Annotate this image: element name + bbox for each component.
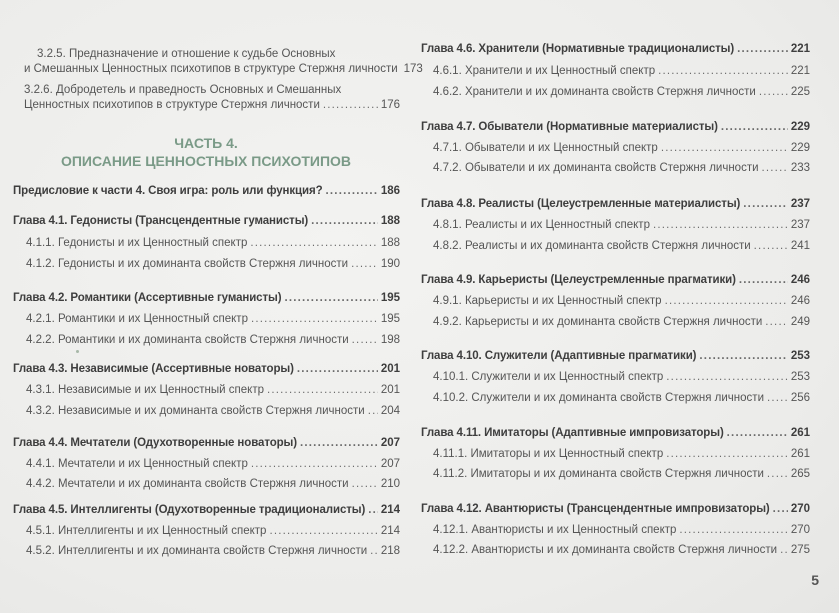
part-title: ОПИСАНИЕ ЦЕННОСТНЫХ ПСИХОТИПОВ <box>60 153 352 169</box>
page-ref: 221 <box>790 43 810 55</box>
toc-section-4-1-2[interactable]: 4.1.2. Гедонисты и их доминанта свойств Стержня личности . . . 190 <box>26 257 400 271</box>
page-ref: 256 <box>790 392 810 404</box>
page-ref: 201 <box>380 363 400 375</box>
page-ref: 176 <box>380 99 400 111</box>
leader-dots <box>250 236 377 250</box>
toc-section-4-9-1[interactable]: 4.9.1. Карьеристы и их Ценностный спектр . . . 246 <box>433 294 810 308</box>
toc-chapter-4-9[interactable]: Глава 4.9. Карьеристы (Целеустремленные прагматики) . . . 246 <box>421 273 810 287</box>
leader-dots <box>351 257 378 271</box>
toc-section-4-2-1[interactable]: 4.2.1. Романтики и их Ценностный спектр . . . 195 <box>26 312 400 326</box>
page-ref: 275 <box>790 544 810 556</box>
toc-section-4-6-1[interactable]: 4.6.1. Хранители и их Ценностный спектр . . . 221 <box>433 64 810 78</box>
leader-dots <box>679 523 787 537</box>
page-ref: 233 <box>790 162 810 174</box>
leader-dots <box>762 161 788 175</box>
toc-entry-3-2-5-line1[interactable]: 3.2.5. Предназначение и отношение к судьбе Основных <box>37 48 336 60</box>
leader-dots <box>323 98 378 112</box>
toc-section-4-1-1[interactable]: 4.1.1. Гедонисты и их Ценностный спектр . . . 188 <box>26 236 400 250</box>
page-ref: 195 <box>380 292 400 304</box>
toc-section-4-3-1[interactable]: 4.3.1. Независимые и их Ценностный спектр . . . 201 <box>26 383 400 397</box>
toc-section-4-5-2[interactable]: 4.5.2. Интеллигенты и их доминанта свойств Стержня личности . . . 218 <box>26 544 400 558</box>
leader-dots <box>721 120 788 134</box>
page-ref: 188 <box>380 237 400 249</box>
page-number: 5 <box>811 572 819 588</box>
page-ref: 186 <box>380 185 400 197</box>
toc-section-4-4-2[interactable]: 4.4.2. Мечтатели и их доминанта свойств Стержня личности . . . 210 <box>26 477 400 491</box>
toc-chapter-4-7[interactable]: Глава 4.7. Обыватели (Нормативные материалисты) . . . 229 <box>421 120 810 134</box>
leader-dots <box>368 404 378 418</box>
leader-dots <box>251 457 378 471</box>
leader-dots <box>666 447 788 461</box>
part-number: ЧАСТЬ 4. <box>174 135 238 151</box>
page-ref: 188 <box>380 215 400 227</box>
leader-dots <box>699 349 787 363</box>
leader-dots <box>737 42 788 56</box>
toc-section-4-12-1[interactable]: 4.12.1. Авантюристы и их Ценностный спектр . . . 270 <box>433 523 810 537</box>
page-ref: 249 <box>790 316 810 328</box>
leader-dots <box>267 383 378 397</box>
toc-chapter-4-4[interactable]: Глава 4.4. Мечтатели (Одухотворенные новаторы) . . . 207 <box>13 436 400 450</box>
toc-chapter-4-1[interactable]: Глава 4.1. Гедонисты (Трансцендентные гуманисты) . . . 188 <box>13 214 400 228</box>
toc-section-4-10-1[interactable]: 4.10.1. Служители и их Ценностный спектр . . . 253 <box>433 370 810 384</box>
leader-dots <box>269 524 377 538</box>
page-ref: 225 <box>790 86 810 98</box>
toc-entry-3-2-5[interactable]: и Смешанных Ценностных психотипов в структуре Стержня личности 173 <box>24 63 423 75</box>
toc-chapter-4-6[interactable]: Глава 4.6. Хранители (Нормативные традиционалисты) . . . 221 <box>421 42 810 56</box>
leader-dots <box>352 477 378 491</box>
page-ref: 218 <box>380 545 400 557</box>
toc-section-4-10-2[interactable]: 4.10.2. Служители и их доминанта свойств Стержня личности . . . 256 <box>433 391 810 405</box>
toc-section-4-3-2[interactable]: 4.3.2. Независимые и их доминанта свойств Стержня личности . . . 204 <box>26 404 400 418</box>
leader-dots <box>739 273 788 287</box>
page-ref: 246 <box>790 295 810 307</box>
leader-dots <box>653 218 788 232</box>
page-ref: 246 <box>790 274 810 286</box>
leader-dots <box>767 391 788 405</box>
leader-dots <box>370 544 378 558</box>
page-ref: 270 <box>790 503 810 515</box>
leader-dots <box>759 85 788 99</box>
leader-dots <box>352 333 378 347</box>
toc-section-4-12-2[interactable]: 4.12.2. Авантюристы и их доминанта свойств Стержня личности . . . 275 <box>433 543 810 557</box>
toc-section-4-7-1[interactable]: 4.7.1. Обыватели и их Ценностный спектр . . . 229 <box>433 141 810 155</box>
leader-dots <box>326 184 378 198</box>
page-ref: 201 <box>380 384 400 396</box>
leader-dots <box>284 291 377 305</box>
page-ref: 261 <box>790 427 810 439</box>
page-ref: 253 <box>790 350 810 362</box>
page-ref: 221 <box>790 65 810 77</box>
toc-section-4-11-2[interactable]: 4.11.2. Имитаторы и их доминанта свойств Стержня личности . . . 265 <box>433 467 810 481</box>
leader-dots <box>727 426 788 440</box>
leader-dots <box>300 436 378 450</box>
leader-dots <box>773 502 788 516</box>
toc-section-4-9-2[interactable]: 4.9.2. Карьеристы и их доминанта свойств Стержня личности . . . 249 <box>433 315 810 329</box>
page-ref: 229 <box>790 121 810 133</box>
leader-dots <box>767 467 788 481</box>
page-ref: 261 <box>790 448 810 460</box>
toc-chapter-4-8[interactable]: Глава 4.8. Реалисты (Целеустремленные материалисты) . . . 237 <box>421 197 810 211</box>
toc-entry-3-2-6-line1[interactable]: 3.2.6. Добродетель и праведность Основных и Смешанных <box>24 84 342 96</box>
leader-dots <box>251 312 378 326</box>
toc-section-4-8-1[interactable]: 4.8.1. Реалисты и их Ценностный спектр . . . 237 <box>433 218 810 232</box>
page-ref: 190 <box>380 258 400 270</box>
toc-section-4-11-1[interactable]: 4.11.1. Имитаторы и их Ценностный спектр . . . 261 <box>433 447 810 461</box>
page-ref: 204 <box>380 405 400 417</box>
page-ref: 229 <box>790 142 810 154</box>
toc-entry-preface[interactable]: Предисловие к части 4. Своя игра: роль или функция? . . . 186 <box>13 184 400 198</box>
leader-dots <box>658 64 788 78</box>
toc-section-4-5-1[interactable]: 4.5.1. Интеллигенты и их Ценностный спектр . . . 214 <box>26 524 400 538</box>
toc-section-4-7-2[interactable]: 4.7.2. Обыватели и их доминанта свойств Стержня личности . . . 233 <box>433 161 810 175</box>
toc-chapter-4-11[interactable]: Глава 4.11. Имитаторы (Адаптивные импровизаторы) . . . 261 <box>421 426 810 440</box>
leader-dots <box>665 294 788 308</box>
toc-chapter-4-12[interactable]: Глава 4.12. Авантюристы (Трансцендентные импровизаторы) . . . 270 <box>421 502 810 516</box>
page-ref: 253 <box>790 371 810 383</box>
page-ref: 270 <box>790 524 810 536</box>
page-ref: 207 <box>380 437 400 449</box>
part-heading <box>0 134 412 170</box>
page-ref: 265 <box>790 468 810 480</box>
leader-dots <box>666 370 788 384</box>
page-ref: 198 <box>380 334 400 346</box>
toc-chapter-4-3[interactable]: Глава 4.3. Независимые (Ассертивные новаторы) . . . 201 <box>13 362 400 376</box>
leader-dots <box>661 141 788 155</box>
toc-chapter-4-5[interactable]: Глава 4.5. Интеллигенты (Одухотворенные традиционалисты) . . . 214 <box>13 503 400 517</box>
print-speck <box>76 350 79 353</box>
page-ref: 195 <box>380 313 400 325</box>
page-ref: 214 <box>380 504 400 516</box>
page-ref: 207 <box>380 458 400 470</box>
toc-entry-3-2-6[interactable]: Ценностных психотипов в структуре Стержня личности . . . 176 <box>24 98 400 112</box>
page-ref: 237 <box>790 198 810 210</box>
page-ref: 214 <box>380 525 400 537</box>
toc-section-4-2-2[interactable]: 4.2.2. Романтики и их доминанта свойств Стержня личности . . . 198 <box>26 333 400 347</box>
page-ref: 173 <box>403 63 423 75</box>
toc-section-4-4-1[interactable]: 4.4.1. Мечтатели и их Ценностный спектр . . . 207 <box>26 457 400 471</box>
leader-dots <box>368 503 378 517</box>
page-ref: 237 <box>790 219 810 231</box>
leader-dots <box>780 543 788 557</box>
page-ref: 241 <box>790 240 810 252</box>
toc-section-4-6-2[interactable]: 4.6.2. Хранители и их доминанта свойств Стержня личности . . . 225 <box>433 85 810 99</box>
leader-dots <box>297 362 378 376</box>
leader-dots <box>765 315 788 329</box>
page-ref: 210 <box>380 478 400 490</box>
toc-section-4-8-2[interactable]: 4.8.2. Реалисты и их доминанта свойств Стержня личности . . . 241 <box>433 239 810 253</box>
leader-dots <box>311 214 378 228</box>
leader-dots <box>743 197 788 211</box>
leader-dots <box>754 239 788 253</box>
toc-chapter-4-2[interactable]: Глава 4.2. Романтики (Ассертивные гуманисты) . . . 195 <box>13 291 400 305</box>
toc-chapter-4-10[interactable]: Глава 4.10. Служители (Адаптивные прагматики) . . . 253 <box>421 349 810 363</box>
